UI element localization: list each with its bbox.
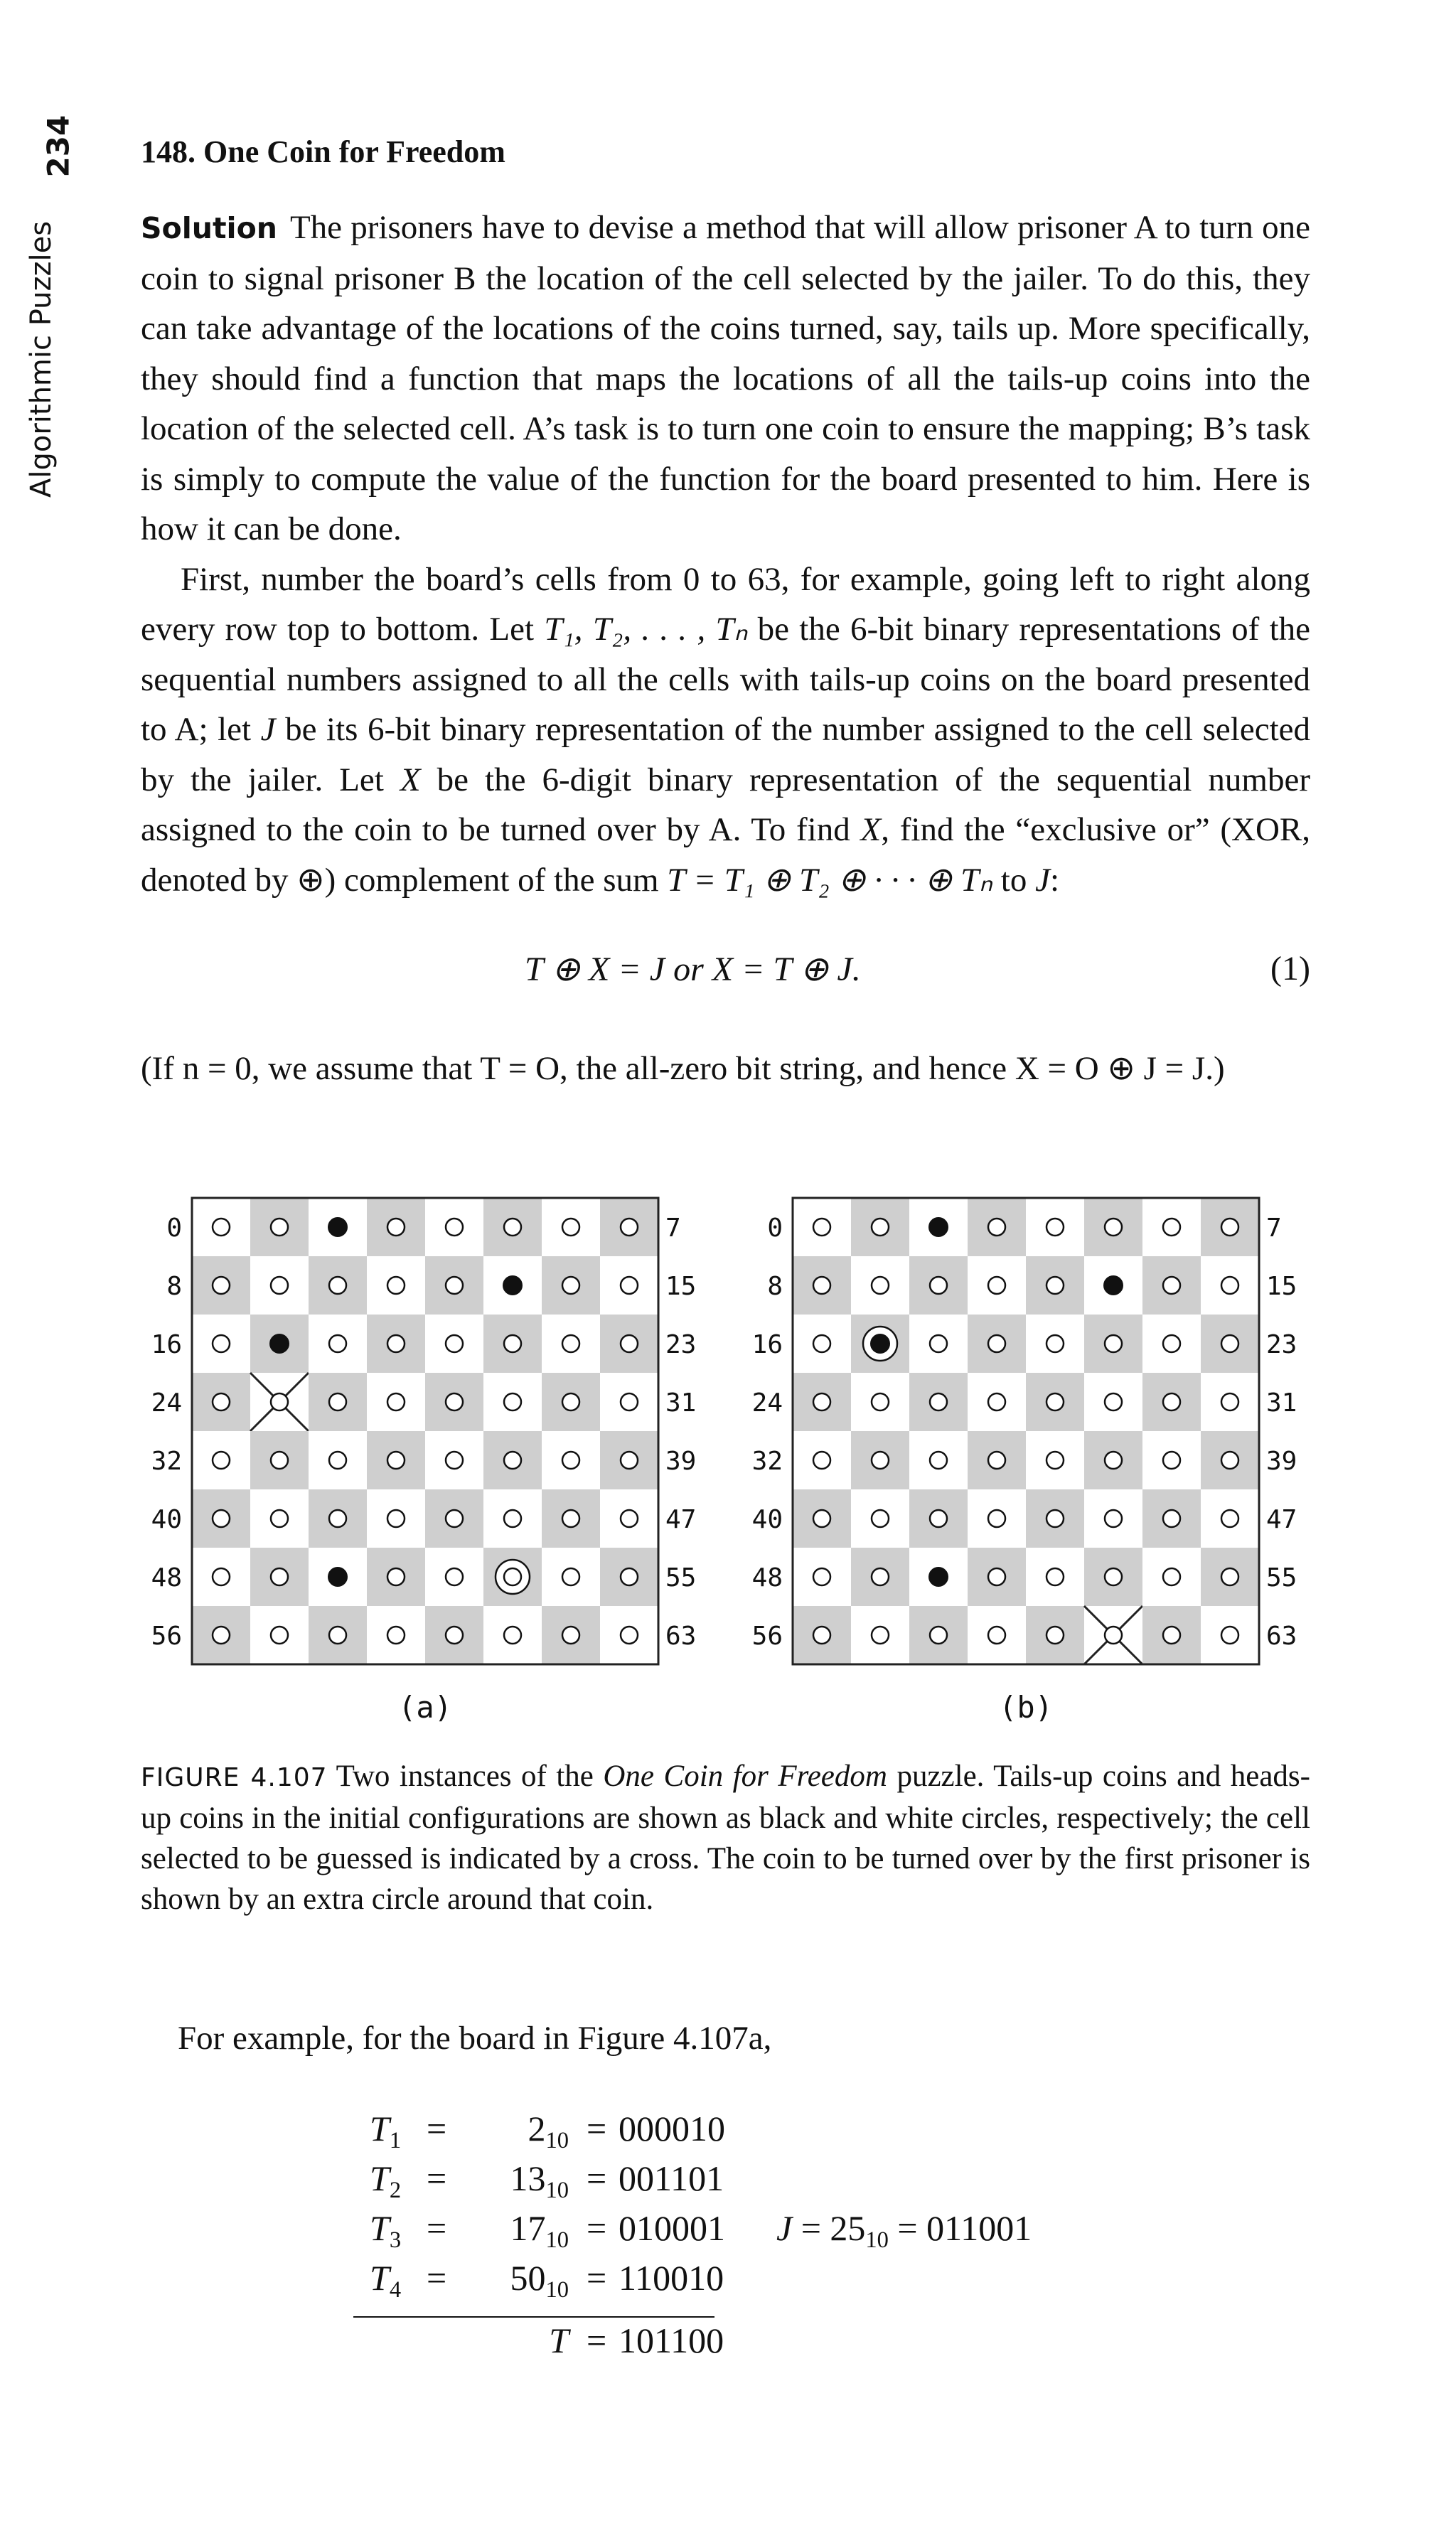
coin-heads [1221, 1393, 1238, 1410]
board-label: (a) [398, 1690, 452, 1725]
coin-heads [988, 1452, 1005, 1469]
coin-heads [1163, 1393, 1180, 1410]
equals-sign: = [427, 2258, 447, 2298]
coin-heads [329, 1510, 346, 1527]
xor-term: $T_2$ [370, 2158, 402, 2203]
coin-heads [930, 1452, 947, 1469]
x-math-2: X [860, 811, 882, 848]
row-label-right: 23 [665, 1330, 697, 1359]
coin-tails [1104, 1276, 1123, 1295]
xor-term: $T_1$ [370, 2109, 402, 2153]
page-number: 234 [41, 114, 76, 178]
coin-heads [1046, 1510, 1064, 1527]
coin-heads [1105, 1510, 1122, 1527]
row-label-right: 7 [665, 1214, 681, 1243]
row-label-left: 32 [751, 1447, 783, 1476]
coin-heads [271, 1277, 288, 1294]
solution-label: Solution [141, 211, 277, 245]
coin-heads [387, 1568, 405, 1585]
coin-heads [813, 1277, 830, 1294]
coin-heads [387, 1452, 405, 1469]
coin-heads [1046, 1452, 1064, 1469]
coin-heads [387, 1393, 405, 1410]
coin-heads [446, 1277, 463, 1294]
j-value: $J = 25_{10} = 011001$ [776, 2208, 1032, 2253]
coin-heads [213, 1219, 230, 1236]
board-label: (b) [999, 1690, 1053, 1725]
coin-tails [929, 1218, 948, 1236]
coin-heads [213, 1452, 230, 1469]
row-label-right: 39 [665, 1447, 697, 1476]
coin-heads [1221, 1510, 1238, 1527]
coin-heads [1221, 1335, 1238, 1352]
coin-heads [271, 1219, 288, 1236]
row-label-right: 31 [665, 1388, 697, 1418]
coin-heads [813, 1627, 830, 1644]
coin-heads [1221, 1452, 1238, 1469]
coin-heads [621, 1627, 638, 1644]
j-math: J [260, 711, 276, 748]
row-label-left: 16 [151, 1330, 182, 1359]
total-binary: 101100 [619, 2320, 724, 2360]
equals-sign: = [587, 2258, 607, 2298]
coin-heads [329, 1452, 346, 1469]
coin-heads [562, 1219, 579, 1236]
row-label-left: 48 [751, 1563, 783, 1592]
row-label-left: 32 [151, 1447, 182, 1476]
coin-heads [446, 1219, 463, 1236]
coin-heads [387, 1277, 405, 1294]
coin-heads [988, 1277, 1005, 1294]
coin-heads [1163, 1277, 1180, 1294]
coin-tails [929, 1568, 948, 1586]
row-label-left: 56 [751, 1622, 783, 1651]
coin-heads [1105, 1393, 1122, 1410]
coin-heads [1163, 1627, 1180, 1644]
equation-1 [141, 949, 1310, 1006]
coin-heads [1046, 1277, 1064, 1294]
coin-heads [872, 1452, 889, 1469]
coin-heads [1221, 1219, 1238, 1236]
p2f: to [992, 861, 1036, 899]
coin-heads [872, 1568, 889, 1585]
coin-heads [271, 1627, 288, 1644]
coin-heads [930, 1335, 947, 1352]
coin-heads [1163, 1510, 1180, 1527]
equals-sign: = [427, 2208, 447, 2248]
coin-heads [988, 1627, 1005, 1644]
equals-sign: = [587, 2208, 607, 2248]
coin-heads [562, 1452, 579, 1469]
decimal-value: $13_{10}$ [510, 2158, 569, 2203]
solution-text [141, 203, 1310, 905]
row-label-left: 24 [751, 1388, 783, 1418]
coin-heads [930, 1393, 947, 1410]
xor-row [0, 2207, 1456, 2257]
coin-heads [1046, 1627, 1064, 1644]
coin-heads [504, 1219, 521, 1236]
coin-heads [621, 1335, 638, 1352]
p2e: , find the “exclusive or” (XOR, denoted by ⊕) complement of the sum [141, 811, 1310, 899]
row-label-right: 15 [665, 1272, 697, 1301]
equals-sign: = [587, 2320, 607, 2360]
coin-heads [1046, 1335, 1064, 1352]
coin-heads [872, 1277, 889, 1294]
coin-heads [271, 1510, 288, 1527]
p2c: be its 6-bit binary representation of the number assigned to the cell selected by the jailer. Let [141, 711, 1310, 798]
binary-value: 010001 [619, 2208, 725, 2248]
coin-heads [621, 1393, 638, 1410]
equals-sign: = [587, 2109, 607, 2148]
equals-sign: = [427, 2109, 447, 2148]
zero-note: (If n = 0, we assume that T = O, the all-zero bit string, and hence X = O ⊕ J = J.) [141, 1050, 1225, 1087]
coin-tails [270, 1334, 289, 1353]
caption-text-a: Two instances of the [336, 1760, 604, 1793]
coin-heads [988, 1219, 1005, 1236]
coin-heads [1046, 1568, 1064, 1585]
coin-heads [1163, 1452, 1180, 1469]
coin-heads [621, 1568, 638, 1585]
coin-heads [562, 1568, 579, 1585]
coin-heads [213, 1510, 230, 1527]
figure-4-107 [0, 1173, 1456, 1742]
coin-heads [872, 1393, 889, 1410]
coin-heads [813, 1452, 830, 1469]
coin-heads [813, 1393, 830, 1410]
coin-heads [1221, 1277, 1238, 1294]
j-math-2: J [1035, 861, 1050, 899]
coin-heads [213, 1393, 230, 1410]
row-label-right: 7 [1266, 1214, 1282, 1243]
coin-heads [1221, 1627, 1238, 1644]
coin-heads [988, 1335, 1005, 1352]
coin-heads [1163, 1335, 1180, 1352]
coin-heads [1105, 1335, 1122, 1352]
equals-sign: = [427, 2158, 447, 2198]
coin-heads [271, 1568, 288, 1585]
coin-heads [504, 1452, 521, 1469]
coin-heads [213, 1335, 230, 1352]
coin-heads [446, 1627, 463, 1644]
coin-heads [813, 1335, 830, 1352]
coin-heads [504, 1335, 521, 1352]
row-label-left: 8 [166, 1272, 182, 1301]
equation-body: T ⊕ X = J or X = T ⊕ J. [525, 951, 861, 988]
row-label-right: 47 [1266, 1505, 1297, 1534]
coin-heads [504, 1627, 521, 1644]
coin-tails [503, 1276, 522, 1295]
coin-heads [930, 1277, 947, 1294]
xor-total-row [0, 2320, 1456, 2370]
coin-heads [872, 1219, 889, 1236]
coin-heads [329, 1627, 346, 1644]
coin-tails [328, 1218, 347, 1236]
row-label-left: 16 [751, 1330, 783, 1359]
xor-table [0, 2108, 1456, 2371]
running-head [0, 0, 121, 640]
decimal-value: $17_{10}$ [510, 2208, 569, 2253]
coin-heads [213, 1627, 230, 1644]
row-label-right: 47 [665, 1505, 697, 1534]
coin-heads [504, 1510, 521, 1527]
p2a: First, number the board’s cells from 0 to 63, for example, going left to right along every row top to bottom. Let [141, 560, 1310, 648]
xor-row [0, 2257, 1456, 2307]
binary-value: 110010 [619, 2258, 724, 2298]
coin-heads [872, 1627, 889, 1644]
coin-heads [1163, 1568, 1180, 1585]
row-label-right: 55 [665, 1563, 697, 1592]
coin-heads [329, 1277, 346, 1294]
row-label-left: 8 [767, 1272, 783, 1301]
coin-heads [1105, 1452, 1122, 1469]
row-label-right: 63 [1266, 1622, 1297, 1651]
coin-heads [988, 1510, 1005, 1527]
figure-label: FIGURE 4.107 [141, 1763, 328, 1792]
x-math: X [400, 761, 421, 798]
solution-paragraph-2 [141, 555, 1310, 906]
decimal-value: $50_{10}$ [510, 2258, 569, 2303]
row-label-right: 15 [1266, 1272, 1297, 1301]
coin-heads [1105, 1219, 1122, 1236]
section-title: 148. One Coin for Freedom [141, 134, 505, 169]
coin-heads [930, 1627, 947, 1644]
coin-heads [387, 1510, 405, 1527]
coin-heads [387, 1335, 405, 1352]
coin-heads [387, 1627, 405, 1644]
coin-heads [271, 1393, 288, 1410]
coin-heads [446, 1335, 463, 1352]
coin-heads [446, 1452, 463, 1469]
row-label-left: 40 [751, 1505, 783, 1534]
coin-heads [446, 1510, 463, 1527]
decimal-value: $2_{10}$ [528, 2109, 569, 2153]
equals-sign: = [587, 2158, 607, 2198]
p2d: be the 6-digit binary representation of the sequential number assigned to the coin to be turned over by A. To find [141, 761, 1310, 848]
coin-heads [1163, 1219, 1180, 1236]
coin-heads [271, 1452, 288, 1469]
row-label-left: 56 [151, 1622, 182, 1651]
coin-heads [1221, 1568, 1238, 1585]
coin-heads [446, 1393, 463, 1410]
coin-heads [621, 1277, 638, 1294]
coin-heads [621, 1510, 638, 1527]
coin-heads [562, 1277, 579, 1294]
sum-rule [353, 2316, 714, 2318]
coin-heads [446, 1568, 463, 1585]
coin-heads [988, 1393, 1005, 1410]
xor-row [0, 2158, 1456, 2207]
coin-heads [213, 1277, 230, 1294]
caption-italic: One Coin for Freedom [603, 1760, 887, 1793]
coin-heads [1046, 1393, 1064, 1410]
row-label-right: 39 [1266, 1447, 1297, 1476]
coin-heads [562, 1627, 579, 1644]
row-label-right: 31 [1266, 1388, 1297, 1418]
coin-heads [1105, 1568, 1122, 1585]
coin-heads [621, 1219, 638, 1236]
xor-term: $T_3$ [370, 2208, 402, 2253]
coin-heads [504, 1393, 521, 1410]
coin-heads [872, 1510, 889, 1527]
colon: : [1049, 861, 1060, 899]
example-intro: For example, for the board in Figure 4.107a, [178, 2020, 772, 2057]
coin-heads [562, 1335, 579, 1352]
row-label-left: 48 [151, 1563, 182, 1592]
row-label-right: 63 [665, 1622, 697, 1651]
row-label-left: 0 [767, 1214, 783, 1243]
coin-tails [328, 1568, 347, 1586]
coin-heads [621, 1452, 638, 1469]
row-label-left: 24 [151, 1388, 182, 1418]
binary-value: 001101 [619, 2158, 724, 2198]
p2b: be the 6-bit binary representations of the sequential numbers assigned to all the cells with tails-up coins on the board presented to A; let [141, 611, 1310, 748]
row-label-right: 55 [1266, 1563, 1297, 1592]
book-title: Algorithmic Puzzles [25, 220, 58, 498]
solution-para1-text: The prisoners have to devise a method that will allow prisoner A to turn one coin to signal prisoner B the location of the cell selected by the jailer. To do this, they can take advantage of the locations of the coins turned, say, tails up. More specifically, they should find a function that maps the locations of all the tails-up coins into the location of the selected cell. A’s task is to turn one coin to ensure the mapping; B’s task is simply to compute the value of the function for the board presented to him. Here is how it can be done. [141, 209, 1310, 547]
coin-heads [562, 1393, 579, 1410]
coin-heads [1105, 1627, 1122, 1644]
coin-heads [1046, 1219, 1064, 1236]
row-label-left: 0 [166, 1214, 182, 1243]
row-label-right: 23 [1266, 1330, 1297, 1359]
caption-text-b: puzzle. Tails-up coins and heads-up coins in the initial configurations are shown as black and white circles, respectively; the cell selected to be guessed is indicated by a cross. The coin to be turned over by the first prisoner is shown by an extra circle around that coin. [141, 1760, 1310, 1916]
coin-heads [813, 1219, 830, 1236]
binary-value: 000010 [619, 2109, 725, 2148]
seq-math: T₁, T₂, . . . , Tₙ [544, 611, 748, 648]
sum-math: T = T₁ ⊕ T₂ ⊕ · · · ⊕ Tₙ [667, 861, 993, 899]
row-label-left: 40 [151, 1505, 182, 1534]
total-term: T [549, 2320, 569, 2360]
coin-heads [504, 1568, 521, 1585]
xor-term: $T_4$ [370, 2258, 402, 2303]
coin-heads [562, 1510, 579, 1527]
coin-heads [329, 1393, 346, 1410]
coin-heads [930, 1510, 947, 1527]
solution-paragraph-1 [141, 203, 1310, 555]
coin-heads [988, 1568, 1005, 1585]
coin-heads [813, 1510, 830, 1527]
coin-heads [813, 1568, 830, 1585]
coin-heads [213, 1568, 230, 1585]
coin-heads [329, 1335, 346, 1352]
xor-row [0, 2108, 1456, 2158]
coin-heads [387, 1219, 405, 1236]
figure-caption [141, 1756, 1310, 1920]
equation-number: (1) [1270, 950, 1310, 987]
coin-tails [871, 1334, 889, 1353]
